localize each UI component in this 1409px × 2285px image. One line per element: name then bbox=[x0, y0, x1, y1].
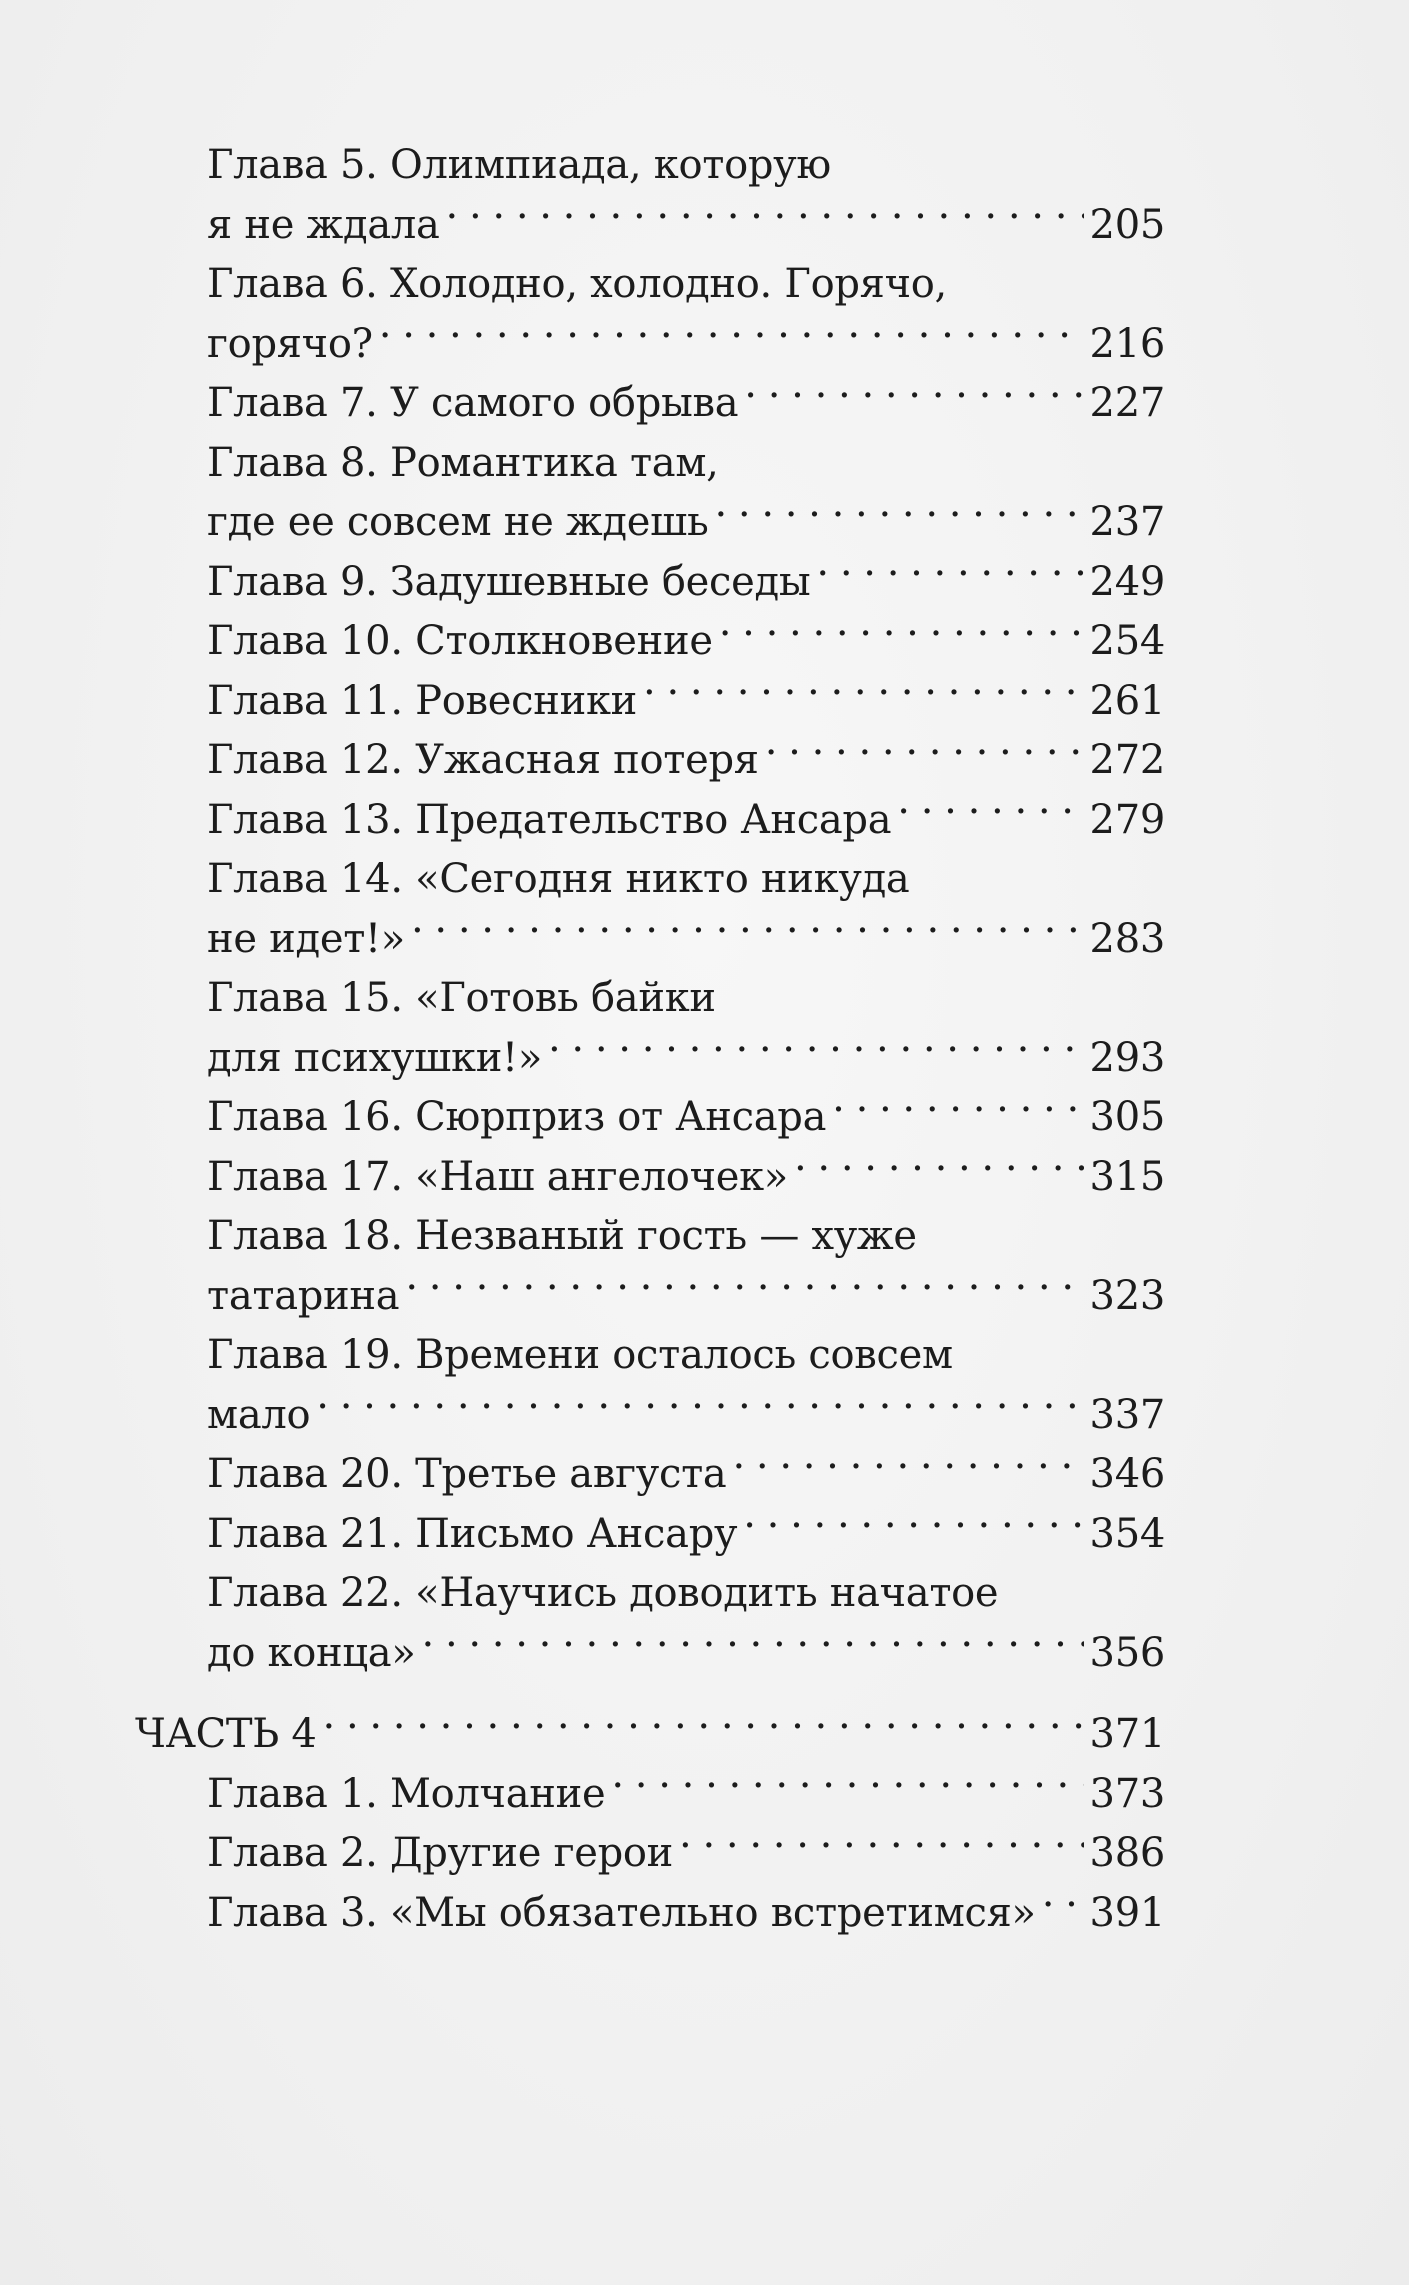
toc-chapter-entry bbox=[135, 1884, 1165, 1944]
toc-entry-line bbox=[207, 731, 1165, 791]
toc-page-number: 356 bbox=[1089, 1629, 1165, 1676]
toc-chapter-entry bbox=[135, 1148, 1165, 1208]
toc-chapter-entry bbox=[135, 612, 1165, 672]
toc-page-number: 261 bbox=[1089, 677, 1165, 724]
dot-leader bbox=[897, 793, 1083, 833]
toc-page-number: 337 bbox=[1089, 1391, 1165, 1438]
toc-entry-line bbox=[207, 553, 1165, 613]
toc-entry-line bbox=[207, 196, 1165, 256]
toc-entry-title: для психушки!» bbox=[207, 1034, 542, 1081]
toc-entry-title: Глава 10. Столкновение bbox=[207, 618, 713, 664]
toc-page-number: 254 bbox=[1089, 618, 1165, 664]
toc-page-number: 272 bbox=[1089, 737, 1165, 783]
toc-entry-line bbox=[207, 1148, 1165, 1208]
toc-entry-title: татарина bbox=[207, 1272, 400, 1319]
toc-entry-title: Глава 20. Третье августа bbox=[207, 1451, 727, 1497]
toc-page-number: 216 bbox=[1089, 320, 1165, 367]
table-of-contents bbox=[135, 136, 1165, 1943]
toc-page-number: 391 bbox=[1089, 1889, 1165, 1936]
toc-page-number: 305 bbox=[1089, 1094, 1165, 1140]
toc-entry-title: Глава 18. Незваный гость — хуже bbox=[207, 1213, 917, 1259]
toc-entry-title: Глава 3. «Мы обязательно встретимся» bbox=[207, 1889, 1036, 1936]
toc-chapter-entry bbox=[135, 1207, 1165, 1326]
toc-entry-title: Глава 11. Ровесники bbox=[207, 677, 638, 724]
toc-chapter-entry bbox=[135, 1505, 1165, 1565]
toc-entry-title: до конца» bbox=[207, 1629, 416, 1676]
toc-chapter-entry bbox=[135, 850, 1165, 969]
toc-entry-title: Глава 15. «Готовь байки bbox=[207, 975, 716, 1021]
toc-chapter-entry bbox=[135, 672, 1165, 732]
dot-leader bbox=[379, 317, 1084, 357]
toc-chapter-entry bbox=[135, 1765, 1165, 1825]
toc-entry-line bbox=[207, 1564, 1165, 1624]
dot-leader bbox=[405, 1269, 1083, 1309]
toc-chapter-entry bbox=[135, 1445, 1165, 1505]
toc-page-number: 293 bbox=[1089, 1034, 1165, 1081]
toc-page-number: 315 bbox=[1089, 1153, 1165, 1200]
toc-entry-title: Глава 5. Олимпиада, которую bbox=[207, 142, 831, 188]
toc-page-number: 205 bbox=[1089, 201, 1165, 248]
toc-entry-line bbox=[207, 672, 1165, 732]
dot-leader bbox=[446, 198, 1084, 238]
toc-entry-title: я не ждала bbox=[207, 201, 440, 248]
toc-chapter-entry bbox=[135, 1088, 1165, 1148]
toc-entry-line bbox=[207, 1445, 1165, 1505]
toc-entry-line bbox=[207, 1267, 1165, 1327]
dot-leader bbox=[794, 1150, 1084, 1190]
toc-entry-title: Глава 17. «Наш ангелочек» bbox=[207, 1153, 788, 1200]
dot-leader bbox=[643, 674, 1084, 714]
toc-part-entry bbox=[135, 1705, 1165, 1765]
toc-entry-line bbox=[207, 791, 1165, 851]
toc-entry-line bbox=[207, 1088, 1165, 1148]
dot-leader bbox=[832, 1090, 1083, 1130]
toc-entry-line bbox=[207, 493, 1165, 553]
toc-entry-title: Глава 14. «Сегодня никто никуда bbox=[207, 856, 910, 902]
toc-entry-line bbox=[207, 1624, 1165, 1684]
dot-leader bbox=[548, 1031, 1084, 1071]
toc-chapter-entry bbox=[135, 1824, 1165, 1884]
toc-chapter-entry bbox=[135, 374, 1165, 434]
toc-page-number: 346 bbox=[1089, 1451, 1165, 1497]
toc-entry-line bbox=[207, 1505, 1165, 1565]
toc-entry-title: Глава 22. «Научись доводить начатое bbox=[207, 1570, 999, 1616]
dot-leader bbox=[611, 1767, 1083, 1807]
dot-leader bbox=[323, 1707, 1084, 1747]
toc-page-number: 354 bbox=[1089, 1510, 1165, 1557]
dot-leader bbox=[411, 912, 1084, 952]
toc-entry-title: ЧАСТЬ 4 bbox=[135, 1711, 317, 1757]
toc-entry-title: Глава 8. Романтика там, bbox=[207, 439, 719, 486]
dot-leader bbox=[316, 1388, 1083, 1428]
toc-entry-title: Глава 2. Другие герои bbox=[207, 1830, 674, 1876]
toc-page-number: 237 bbox=[1089, 499, 1165, 545]
toc-entry-line bbox=[207, 255, 1165, 315]
toc-entry-line bbox=[207, 1326, 1165, 1386]
toc-entry-title: Глава 16. Сюрприз от Ансара bbox=[207, 1094, 827, 1140]
toc-chapter-entry bbox=[135, 434, 1165, 553]
toc-entry-title: Глава 9. Задушевные беседы bbox=[207, 558, 811, 605]
dot-leader bbox=[679, 1826, 1084, 1866]
dot-leader bbox=[765, 733, 1084, 773]
dot-leader bbox=[732, 1447, 1083, 1487]
toc-chapter-entry bbox=[135, 969, 1165, 1088]
toc-entry-line bbox=[207, 136, 1165, 196]
toc-entry-title: где ее совсем не ждешь bbox=[207, 499, 709, 545]
toc-entry-title: Глава 13. Предательство Ансара bbox=[207, 796, 892, 843]
toc-entry-line bbox=[207, 850, 1165, 910]
toc-chapter-entry bbox=[135, 1564, 1165, 1683]
toc-chapter-entry bbox=[135, 791, 1165, 851]
dot-leader bbox=[816, 555, 1083, 595]
toc-chapter-entry bbox=[135, 136, 1165, 255]
toc-entry-line bbox=[207, 969, 1165, 1029]
toc-page-number: 323 bbox=[1089, 1272, 1165, 1319]
toc-entry-title: Глава 12. Ужасная потеря bbox=[207, 737, 759, 783]
toc-entry-line bbox=[207, 910, 1165, 970]
toc-chapter-entry bbox=[135, 1326, 1165, 1445]
toc-entry-title: Глава 19. Времени осталось совсем bbox=[207, 1332, 953, 1378]
toc-chapter-entry bbox=[135, 731, 1165, 791]
toc-page-number: 371 bbox=[1089, 1711, 1165, 1757]
toc-entry-line bbox=[207, 1884, 1165, 1944]
toc-entry-title: мало bbox=[207, 1391, 311, 1438]
toc-entry-line bbox=[207, 434, 1165, 494]
toc-entry-line bbox=[207, 374, 1165, 434]
toc-entry-title: не идет!» bbox=[207, 915, 405, 962]
toc-entry-title: горячо? bbox=[207, 320, 373, 367]
dot-leader bbox=[743, 1507, 1083, 1547]
toc-page-number: 373 bbox=[1089, 1770, 1165, 1817]
toc-entry-title: Глава 7. У самого обрыва bbox=[207, 380, 739, 426]
toc-entry-line bbox=[207, 1029, 1165, 1089]
toc-entry-line bbox=[207, 1207, 1165, 1267]
dot-leader bbox=[1042, 1886, 1084, 1926]
toc-entry-line bbox=[207, 1765, 1165, 1825]
toc-page-number: 279 bbox=[1089, 796, 1165, 843]
toc-chapter-entry bbox=[135, 255, 1165, 374]
dot-leader bbox=[422, 1626, 1084, 1666]
toc-entry-line bbox=[207, 1824, 1165, 1884]
toc-entry-title: Глава 6. Холодно, холодно. Горячо, bbox=[207, 261, 947, 307]
toc-entry-title: Глава 21. Письмо Ансару bbox=[207, 1510, 738, 1557]
dot-leader bbox=[719, 614, 1084, 654]
toc-chapter-entry bbox=[135, 553, 1165, 613]
toc-entry-line bbox=[135, 1705, 1165, 1765]
dot-leader bbox=[714, 495, 1083, 535]
dot-leader bbox=[744, 376, 1083, 416]
toc-page-number: 386 bbox=[1089, 1830, 1165, 1876]
toc-page-number: 283 bbox=[1089, 915, 1165, 962]
toc-page-number: 227 bbox=[1089, 380, 1165, 426]
toc-entry-line bbox=[207, 612, 1165, 672]
toc-entry-title: Глава 1. Молчание bbox=[207, 1770, 606, 1817]
toc-entry-line bbox=[207, 1386, 1165, 1446]
toc-page-number: 249 bbox=[1089, 558, 1165, 605]
toc-entry-line bbox=[207, 315, 1165, 375]
